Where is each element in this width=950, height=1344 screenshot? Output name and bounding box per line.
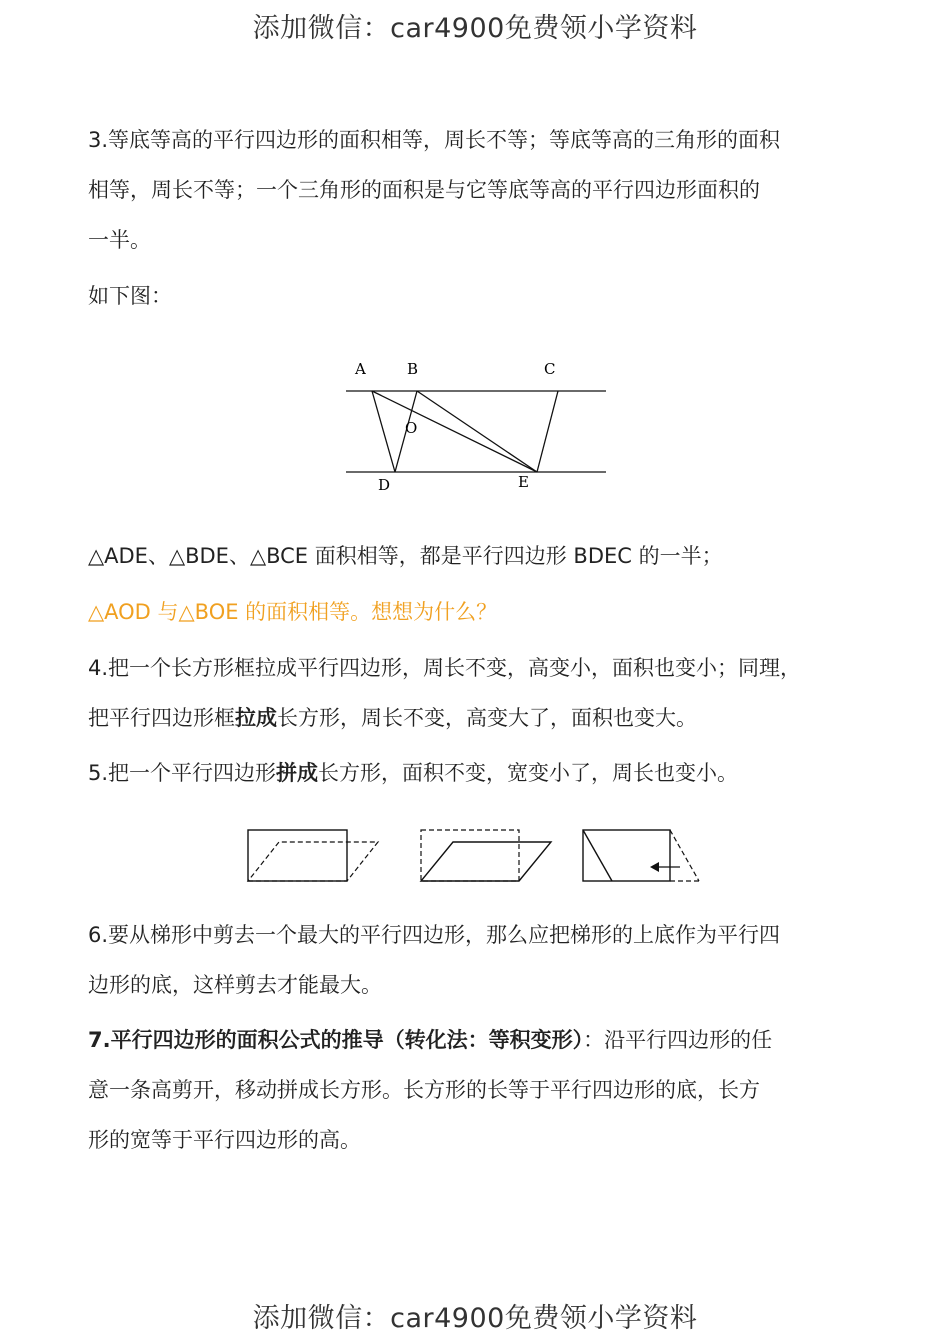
watermark-bottom: 添加微信：car4900免费领小学资料 — [252, 1303, 698, 1334]
item7-line1 — [88, 1015, 878, 1065]
item5-text — [88, 748, 878, 798]
label-b: B — [407, 360, 419, 378]
item4-line2 — [88, 693, 878, 743]
item4-line2-post: 长方形，周长不变，高变大了，面积也变大。 — [277, 706, 697, 730]
item5-pre: 5.把一个平行四边形 — [88, 761, 277, 785]
cut-and-move-shape — [583, 830, 699, 881]
label-d: D — [378, 476, 391, 494]
item3-line3: 一半。 — [88, 228, 151, 252]
item7-line1-post: ：沿平行四边形的任 — [583, 1028, 773, 1052]
question-text: △AOD 与△BOE 的面积相等。想想为什么？ — [88, 600, 498, 624]
item7-bold: 7.平行四边形的面积公式的推导（转化法：等积变形） — [88, 1028, 584, 1052]
triangle-note: △ADE、△BDE、△BCE 面积相等，都是平行四边形 BDEC 的一半； — [88, 544, 723, 568]
item4-line2-pre: 把平行四边形框 — [88, 706, 235, 730]
watermark-top: 添加微信：car4900免费领小学资料 — [252, 13, 698, 44]
item5-post: 长方形，面积不变，宽变小了，周长也变小。 — [318, 761, 739, 785]
item3-line2: 相等，周长不等；一个三角形的面积是与它等底等高的平行四边形面积的 — [88, 178, 760, 202]
item7-line3: 形的宽等于平行四边形的高。 — [88, 1128, 361, 1152]
item5-bold: 拼成 — [276, 761, 319, 785]
parallelogram-in-dashed-rect-shape — [421, 830, 551, 881]
item6-line2: 边形的底，这样剪去才能最大。 — [88, 973, 382, 997]
as-shown-label: 如下图： — [88, 284, 172, 308]
label-o: O — [405, 419, 418, 437]
item4-line1: 4.把一个长方形框拉成平行四边形，周长不变，高变小，面积也变小；同理， — [88, 656, 802, 680]
rect-to-parallelogram-shape — [248, 830, 378, 881]
triangle-figure — [340, 350, 620, 500]
label-e: E — [518, 473, 529, 491]
item4-line2-bold: 拉成 — [235, 706, 277, 730]
shape-transform-figure — [240, 822, 710, 890]
item7-line2: 意一条高剪开，移动拼成长方形。长方形的长等于平行四边形的底，长方 — [88, 1078, 760, 1102]
label-a: A — [355, 360, 366, 378]
label-c: C — [544, 360, 556, 378]
item3-line1: 3.等底等高的平行四边形的面积相等，周长不等；等底等高的三角形的面积 — [88, 128, 781, 152]
item6-line1: 6.要从梯形中剪去一个最大的平行四边形，那么应把梯形的上底作为平行四 — [88, 923, 781, 947]
